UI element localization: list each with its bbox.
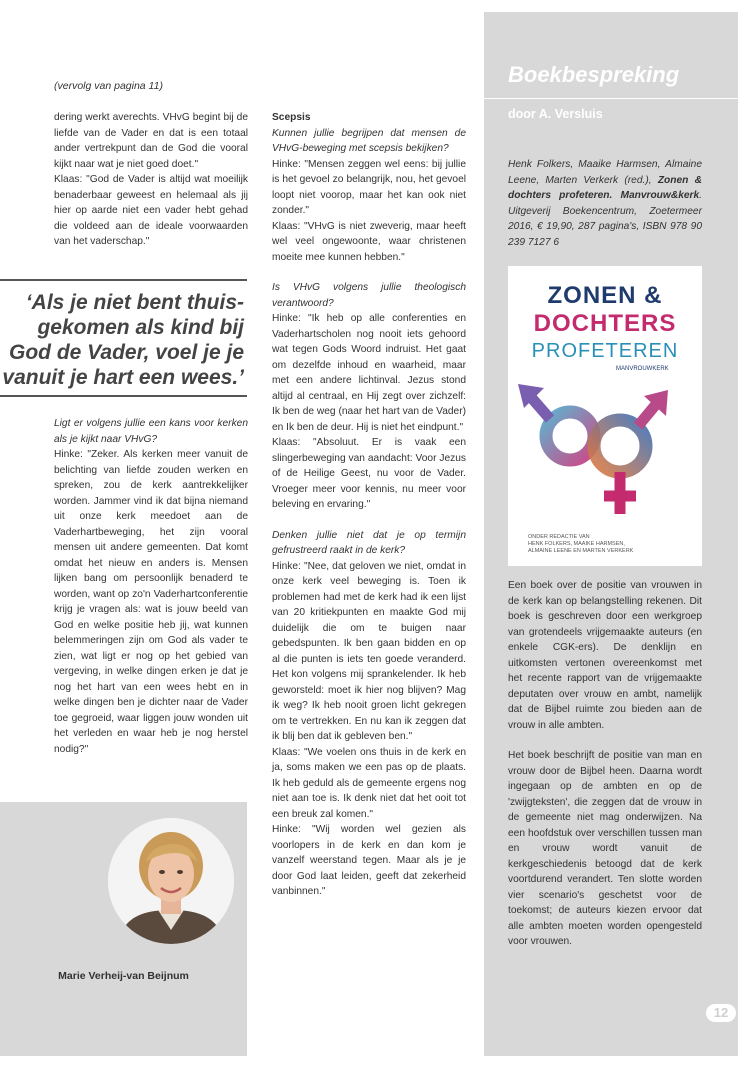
book-editors: Henk Folkers, Maaike Harmsen, Almaine Leene, Marten Verkerk (red.), <box>508 159 702 186</box>
interview-answer: Hinke: "Zeker. Als kerken meer vanuit de belichting van liefde zouden werken en spreken, zou de kerk aantrekkelijker worden. Jammer vind ik dat bijna niemand uit onze kerk meedoet aan de Vaderhartbeweging, het zijn vooral mensen uit andere gemeenten. Dat komt omdat het nieuw en anders is. Mensen lijken bang om persoonlijk benaderd te worden, want op zo'n Vaderhartconferentie krijg je vragen als: wat is jouw beeld van God en welke positie heb jij, wat kunnen belemmeringen zijn om God als vader te zien, wat ligt er nog op het gebied van vergeving, in welke dingen erken je dat je nog het hart van een wees hebt en in welke dingen ben je dichter naar de Vader toe gegroeid, waar liggen jouw wonden uit het verleden en waar heb je nog herstel nodig?" <box>54 449 248 755</box>
section-heading: Scepsis <box>272 112 311 123</box>
column-1-top <box>54 110 248 250</box>
interview-answer: Hinke: "Nee, dat geloven we niet, omdat in onze kerk veel beweging is. Toen ik problemen had met de kerk had ik een lijst van 20 kritiekpunten en maakte God mij duidelijk die om te buigen naar gebedspunten. Ik ben gaan bidden en op al die punten is iets ten goede veranderd. Het kon volgens mij sprankelender. Ik heb geworsteld: moet ik hier nog blijven? Mag ik weg? Ik heb nooit groen licht gekregen om te vertrekken. En nu kan ik zeggen dat ik blij ben dat ik gebleven ben." <box>272 560 466 742</box>
cover-credit-line: ALMAINE LEENE EN MARTEN VERKERK <box>528 548 634 554</box>
review-body <box>508 578 702 950</box>
photo-caption: Marie Verheij-van Beijnum <box>58 970 189 982</box>
person-portrait-image <box>108 818 234 944</box>
cover-credit-line: HENK FOLKERS, MAAIKE HARMSEN, <box>528 541 625 547</box>
interview-answer: Hinke: "Mensen zeggen wel eens: bij jullie is het gevoel zo belangrijk, nou, het gevoel loopt niet voorop, maar het kan ook niet zonder." <box>272 158 466 216</box>
review-title: Boekbespreking <box>508 62 680 87</box>
paragraph: Het boek beschrijft de positie van man en vrouw door de Bijbel heen. Daarna wordt ingegaan op de ambten en op de 'zwijgteksten', die zeggen dat de vrouw in de gemeente niet mag onderwijzen. Na een hoofdstuk over verschillen tussen man en vrouw wordt vanuit de kerkgeschiedenis betoogd dat de kerk voortdurend verandert. Ten slotte worden vier scenario's geschetst voor de toekomst; de auteurs kiezen ervoor dat alle ambten moeten worden opengesteld voor vrouwen. <box>508 750 702 947</box>
cover-title-line-2: DOCHTERS <box>533 310 677 337</box>
interview-question: Kunnen jullie begrijpen dat mensen de VHvG-beweging met scepsis bekijken? <box>272 127 466 154</box>
pull-quote-rule-top <box>0 279 247 281</box>
review-divider <box>484 98 738 99</box>
interview-answer: Hinke: "Wij worden wel gezien als voorlopers in de kerk en dan kom je vanzelf weerstand tegen. Maar als je je door God laat leiden, geeft dat zekerheid vanbinnen." <box>272 824 466 897</box>
cover-credits <box>528 534 633 555</box>
interview-question: Ligt er volgens jullie een kans voor kerken als je kijkt naar VHvG? <box>54 418 248 445</box>
interview-answer: Klaas: "VHvG is niet zweverig, maar heeft wel veel ongewoonte, waar christenen moeite mee kunnen hebben." <box>272 220 466 263</box>
pull-quote: ‘Als je niet bent thuis-gekomen als kind bij God de Vader, voel je je vanuit je hart een wees.’ <box>2 291 244 389</box>
interview-answer: Klaas: "We voelen ons thuis in de kerk en ja, soms maken we een pas op de plaats. Ik heb geduld als de gemeente ergens nog niet aan toe is. Ik denk niet dat het ooit tot een breuk zal komen." <box>272 746 466 820</box>
gender-symbols-icon <box>508 374 702 524</box>
interview-question: Is VHvG volgens jullie theologisch verantwoord? <box>272 282 466 309</box>
cover-title-line-1: ZONEN & <box>547 282 663 309</box>
cover-brand: MANVROUWKERK <box>616 366 669 372</box>
continued-note: (vervolg van pagina 11) <box>54 80 163 92</box>
interview-answer: Hinke: "Ik heb op alle conferenties en Vaderhartscholen nog nooit iets gehoord wat tegen Gods Woord indruist. Het gaat om dezelfde inhoud en waarheid, maar met een andere lichtinval. Jezus stond altijd al centraal, en Hij zegt over zichzelf: Ik ben de weg (naar het hart van de Vader) en Ik ben de deur. Hij is niet het eindpunt." <box>272 313 466 433</box>
interview-answer: Klaas: "Absoluut. Er is vaak een slingerbeweging van aandacht: Voor Jezus of de Heilige Geest, nu voor de Vader. Vroeger meer voor kennis, nu meer voor beleving en ervaring." <box>272 437 466 510</box>
column-1-bottom <box>54 416 248 757</box>
interview-question: Denken jullie niet dat je op termijn gefrustreerd raakt in de kerk? <box>272 529 466 556</box>
review-author: door A. Versluis <box>508 107 603 121</box>
pull-quote-rule-bottom <box>0 395 247 397</box>
book-title: Zonen & dochters profeteren. Manvrouw&kerk <box>508 174 702 201</box>
portrait-photo <box>108 818 234 944</box>
paragraph: dering werkt averechts. VHvG begint bij de liefde van de Vader en dat is een totaal ander vertrekpunt dan de God die vooral kijkt naar wat je niet goed doet." <box>54 112 248 170</box>
page-number: 12 <box>706 1004 736 1022</box>
book-info <box>508 157 702 250</box>
cover-credit-line: ONDER REDACTIE VAN <box>528 534 590 540</box>
book-publisher: . Uitgeverij Boekencentrum, Zoetermeer 2016, € 19,90, 287 pagina's, ISBN 978 90 239 7127 6 <box>508 190 702 248</box>
column-2 <box>272 110 466 900</box>
cover-title-line-3: PROFETEREN <box>531 340 679 362</box>
book-cover <box>508 266 702 566</box>
paragraph: Klaas: "God de Vader is altijd wat moeilijk benaderbaar geweest en helemaal als jij hier op aarde niet een vader hebt gehad die voldeed aan de ideale voorwaarden van het vaderschap." <box>54 174 248 247</box>
paragraph: Een boek over de positie van vrouwen in de kerk kan op belangstelling rekenen. Dit boek is geschreven door een werkgroep van grotendeels vrijgemaakte auteurs (en enkele CGK-ers). De denklijn en uitkomsten vertonen overeenkomst met het recente rapport van de vrijgemaakte deputaten over vrouw en ambt, namelijk dat de Bijbel ruimte zou bieden aan de vrouw in alle ambten. <box>508 580 702 731</box>
